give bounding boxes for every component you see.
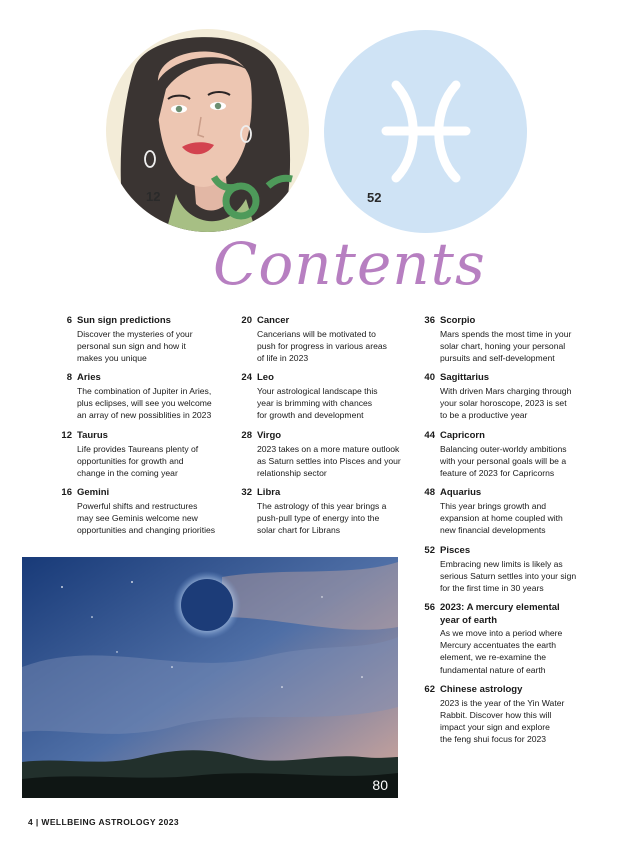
toc-title: 2023: A mercury elemental year of earth — [440, 602, 560, 626]
toc-entry[interactable] — [236, 430, 406, 479]
toc-title: Chinese astrology — [440, 684, 523, 695]
toc-entry[interactable] — [419, 602, 589, 676]
pisces-page-number: 52 — [367, 190, 382, 205]
toc-description: Cancerians will be motivated to push for progress in various areas of life in 2023 — [257, 328, 387, 363]
toc-description: With driven Mars charging through your solar horoscope, 2023 is set to be a productive year — [440, 385, 572, 420]
portrait-illustration — [106, 29, 309, 232]
page-title: Contents — [213, 230, 486, 298]
toc-entry[interactable] — [419, 545, 589, 594]
toc-page-number: 56 — [424, 602, 435, 613]
toc-page-number: 48 — [424, 487, 435, 498]
toc-description: 2023 is the year of the Yin Water Rabbit. Discover how this will impact your sign and explore the feng shui focus for 2023 — [440, 697, 565, 745]
toc-entry[interactable] — [419, 487, 589, 536]
toc-title: Capricorn — [440, 430, 485, 441]
toc-description: As we move into a period where Mercury accentuates the earth element, we re-examine the fundamental nature of earth — [440, 628, 563, 675]
toc-title: Aquarius — [440, 487, 482, 498]
eclipse-illustration — [22, 557, 398, 798]
toc-title: Libra — [257, 487, 281, 498]
toc-page-number: 44 — [424, 430, 435, 441]
toc-description: Mars spends the most time in your solar chart, honing your personal pursuits and self-development — [440, 328, 572, 363]
toc-page-number: 40 — [424, 372, 435, 383]
toc-entry[interactable] — [56, 487, 226, 536]
pisces-symbol-image — [324, 30, 527, 233]
toc-title: Gemini — [77, 487, 110, 498]
toc-entry[interactable] — [419, 684, 589, 745]
toc-page-number: 36 — [424, 315, 435, 326]
toc-page-number: 6 — [66, 315, 72, 326]
toc-entry[interactable] — [56, 430, 226, 479]
toc-page-number: 62 — [424, 684, 435, 695]
toc-description: Life provides Taureans plenty of opportunities for growth and change in the coming year — [77, 443, 199, 478]
toc-description: Discover the mysteries of your personal sun sign and how it makes you unique — [77, 328, 193, 363]
toc-page-number: 28 — [241, 430, 252, 441]
toc-page-number: 20 — [241, 315, 252, 326]
toc-entry[interactable] — [419, 315, 589, 364]
toc-title: Sun sign predictions — [77, 315, 171, 326]
toc-entry[interactable] — [236, 487, 406, 536]
toc-page-number: 24 — [241, 372, 252, 383]
toc-description: The combination of Jupiter in Aries, plus eclipses, will see you welcome an array of new possiblities in 2023 — [77, 385, 212, 420]
photo-page-number: 80 — [372, 777, 388, 793]
toc-description: This year brings growth and expansion at home coupled with new financial developments — [440, 500, 563, 535]
pisces-icon — [324, 30, 527, 233]
toc-entry[interactable] — [419, 372, 589, 421]
taurus-portrait-image — [106, 29, 309, 232]
toc-page-number: 8 — [66, 372, 72, 383]
toc-entry[interactable] — [56, 315, 226, 364]
toc-entry[interactable] — [56, 372, 226, 421]
toc-description: Balancing outer-worldy ambitions with your personal goals will be a feature of 2023 for Capricorns — [440, 443, 567, 478]
portrait-page-number: 12 — [146, 189, 161, 204]
toc-title: Scorpio — [440, 315, 476, 326]
toc-title: Cancer — [257, 315, 290, 326]
toc-page-number: 52 — [424, 545, 435, 556]
toc-title: Taurus — [77, 430, 108, 441]
eclipse-photo — [22, 557, 398, 798]
toc-entry[interactable] — [236, 315, 406, 364]
toc-title: Pisces — [440, 545, 471, 556]
toc-description: The astrology of this year brings a push-pull type of energy into the solar chart for Librans — [257, 500, 387, 535]
toc-page-number: 32 — [241, 487, 252, 498]
toc-description: Powerful shifts and restructures may see Geminis welcome new opportunities and changing priorities — [77, 500, 216, 535]
toc-title: Leo — [257, 372, 274, 383]
page-footer: 4 | WELLBEING ASTROLOGY 2023 — [28, 817, 180, 827]
toc-description: Embracing new limits is likely as serious Saturn settles into your sign for the first time in 30 years — [440, 558, 577, 593]
toc-entry[interactable] — [236, 372, 406, 421]
toc-entry[interactable] — [419, 430, 589, 479]
toc-page-number: 16 — [61, 487, 72, 498]
toc-description: 2023 takes on a more mature outlook as Saturn settles into Pisces and your relationship sector — [257, 443, 401, 478]
toc-title: Aries — [77, 372, 101, 383]
toc-title: Virgo — [257, 430, 282, 441]
toc-description: Your astrological landscape this year is brimming with chances for growth and development — [257, 385, 378, 420]
toc-title: Sagittarius — [440, 372, 490, 383]
toc-page-number: 12 — [61, 430, 72, 441]
